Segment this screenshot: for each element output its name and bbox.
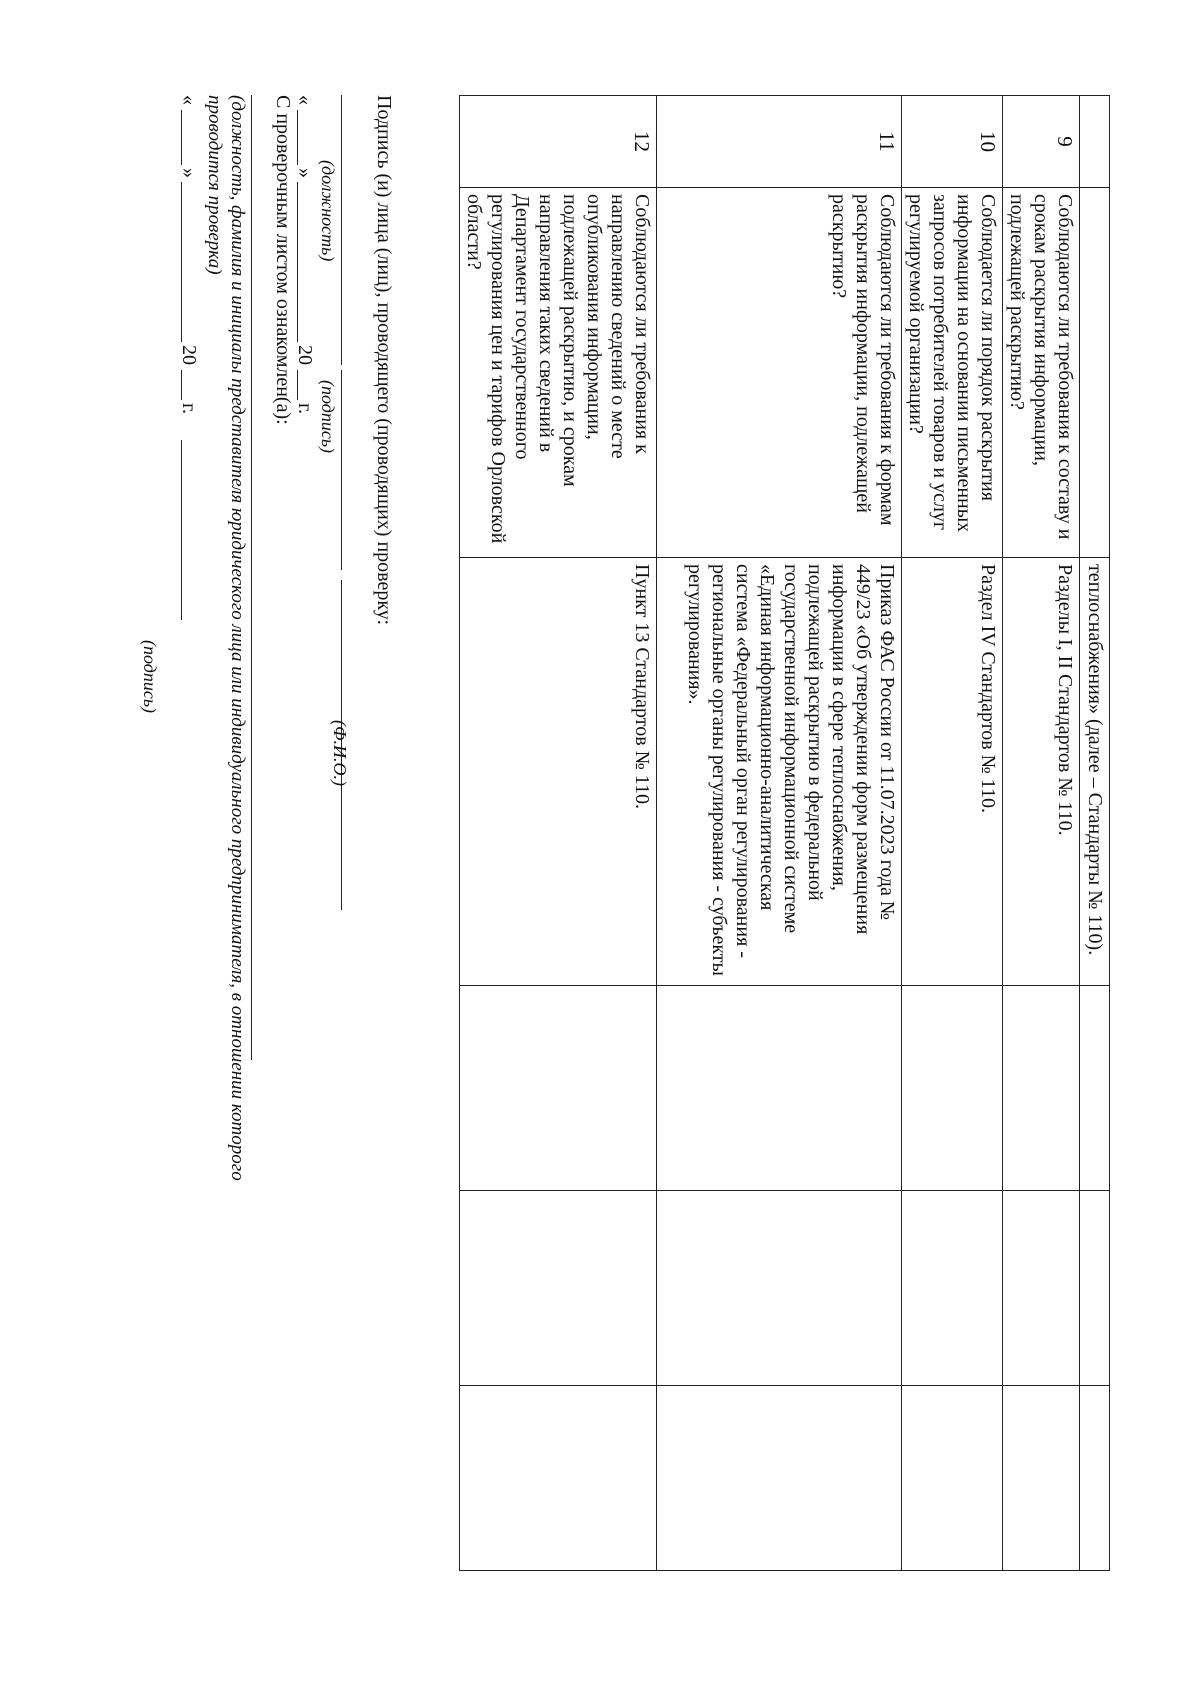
cell-yes	[460, 986, 657, 1191]
cell-question	[1080, 188, 1110, 558]
table-row	[460, 96, 657, 1571]
cell-question: Соблюдаются ли требования к формам раскрытия информации, подлежащей раскрытию?	[657, 188, 902, 558]
representative-caption: (должность, фамилия и инициалы представителя юридического лица или индивидуального предпринимателя, в отношении которого	[227, 95, 248, 1181]
cell-num: 11	[657, 96, 902, 188]
date-year-suffix-2: г.	[178, 403, 200, 414]
signature-caption: (подпись)	[318, 380, 338, 454]
signature-line-2	[181, 440, 182, 620]
cell-no	[902, 1191, 1003, 1386]
signature-caption-2: (подпись)	[140, 640, 160, 714]
date-month-line	[297, 182, 298, 342]
representative-line	[251, 95, 252, 1060]
date-open-quote-2: «	[178, 95, 200, 105]
fio-caption: (Ф.И.О.)	[330, 720, 350, 786]
cell-yes	[902, 986, 1003, 1191]
cell-no	[1080, 1191, 1110, 1386]
cell-basis: Разделы I, II Стандартов № 110.	[1003, 558, 1080, 986]
cell-basis: теплоснабжения» (далее – Стандарты № 110).	[1080, 558, 1110, 986]
acknowledged-label: С проверочным листом ознакомлен(а):	[272, 95, 294, 425]
cell-note	[1080, 1386, 1110, 1571]
signature-line	[341, 370, 342, 570]
cell-question: Соблюдаются ли требования к направлению сведений о месте опубликования информации, подлежащей раскрытию, и срокам направления таких сведений в Департамент государственного регулирования цен и тарифов Орловской области?	[460, 188, 657, 558]
cell-note	[1003, 1386, 1080, 1571]
date-year-suffix: г.	[294, 403, 316, 414]
cell-yes	[657, 986, 902, 1191]
cell-num: 9	[1003, 96, 1080, 188]
cell-basis: Раздел IV Стандартов № 110.	[902, 558, 1003, 986]
rotated-sheet	[0, 40, 1200, 1660]
cell-no	[657, 1191, 902, 1386]
inspectors-signature-title: Подпись (и) лица (лиц), проводящего (проводящих) проверку:	[373, 95, 395, 626]
table-row	[1003, 96, 1080, 1571]
cell-yes	[1003, 986, 1080, 1191]
cell-note	[460, 1386, 657, 1571]
date-month-line-2	[181, 182, 182, 342]
checklist-table	[459, 95, 1110, 1571]
cell-yes	[1080, 986, 1110, 1191]
date-year-line-2	[181, 370, 182, 400]
cell-question: Соблюдаются ли требования к составу и срокам раскрытия информации, подлежащей раскрытию?	[1003, 188, 1080, 558]
cell-no	[460, 1191, 657, 1386]
cell-no	[1003, 1191, 1080, 1386]
table-row	[657, 96, 902, 1571]
position-line	[341, 95, 342, 365]
cell-question: Соблюдается ли порядок раскрытия информации на основании письменных запросов потребителей товаров и услуг регулируемой организации?	[902, 188, 1003, 558]
date-close-quote-2: »	[178, 168, 200, 178]
date-day-line	[297, 110, 298, 165]
date-close-quote: »	[294, 168, 316, 178]
cell-num: 10	[902, 96, 1003, 188]
cell-num: 12	[460, 96, 657, 188]
cell-note	[902, 1386, 1003, 1571]
position-caption: (должность)	[318, 160, 338, 262]
date-year-line	[297, 370, 298, 400]
cell-basis: Приказ ФАС России от 11.07.2023 года № 449/23 «Об утверждении форм размещения информации в сфере теплоснабжения, подлежащей раскрытию в федеральной государственной информационной системе «Единая информационно-аналитическая система «Федеральный орган регулирования - региональные органы регулирования - субъекты регулирования».	[657, 558, 902, 986]
cell-note	[657, 1386, 902, 1571]
date-year-prefix: 20	[294, 345, 316, 365]
table-row	[902, 96, 1003, 1571]
representative-caption-cont: проводится проверка)	[204, 95, 225, 275]
date-year-prefix-2: 20	[178, 345, 200, 365]
table-row-continued	[1080, 96, 1110, 1571]
date-day-line-2	[181, 110, 182, 165]
cell-num	[1080, 96, 1110, 188]
date-open-quote: «	[294, 95, 316, 105]
cell-basis: Пункт 13 Стандартов № 110.	[460, 558, 657, 986]
